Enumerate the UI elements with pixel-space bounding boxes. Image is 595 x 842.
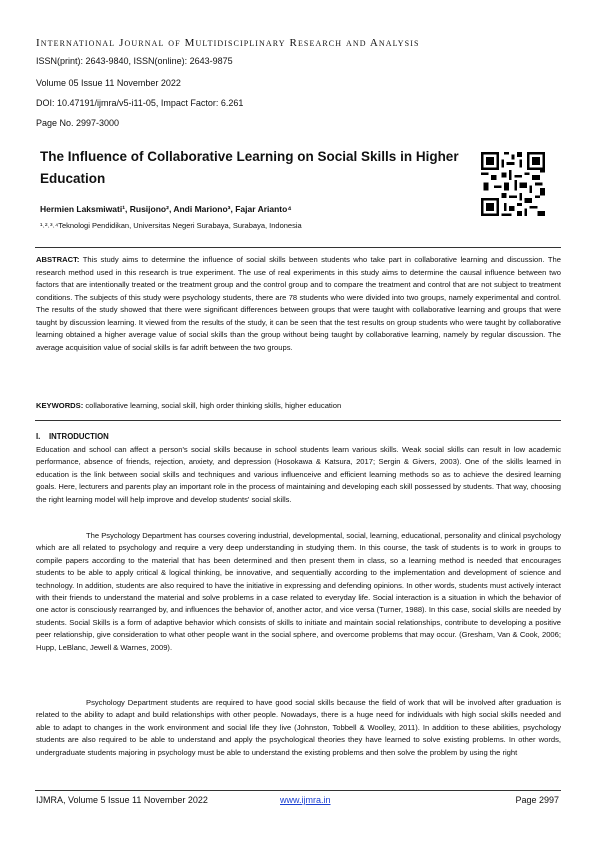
- footer-divider: [35, 790, 561, 791]
- paper-title: The Influence of Collaborative Learning on Social Skills in Higher Education: [40, 149, 459, 186]
- journal-website-link[interactable]: www.ijmra.in: [280, 795, 331, 805]
- abstract-text: This study aims to determine the influence of social skills between students who take part in collaborative learning and discussion. The research method used in this research is true experiment. The use of real experiments in this study aims to determine the causal influence between two factors that are intentionally treated or the treatment group and the control group and to compare the treatment and control that are not subject to treatment conditions. The subjects of this study were psychology students, there are 78 students who were divided into two groups, namely experimental and control. The results of the study showed that there were significant differences between groups that were taught with collaborative learning and groups that were taught by discussion learning. It viewed from the results of the study, it can be seen that the test results on group students who were taught by collaborative learning obtained a higher average value of social skills than the group without being taught by collaborative learning, namely by regular discussion. The average acquisition value of social skills is far adrift between the two groups.: [36, 255, 561, 352]
- issn: ISSN(print): 2643-9840, ISSN(online): 2643-9875: [36, 56, 233, 66]
- affiliation: ¹˒²˒³˒⁴Teknologi Pendidikan, Universitas Negeri Surabaya, Surabaya, Indonesia: [40, 221, 302, 230]
- page-numbers: Page No. 2997-3000: [36, 118, 120, 128]
- abstract: [36, 254, 561, 354]
- divider-bottom: [35, 420, 561, 421]
- section-heading: I. INTRODUCTION: [36, 432, 109, 441]
- doi: DOI: 10.47191/ijmra/v5-i11-05, Impact Factor: 6.261: [36, 98, 244, 108]
- paragraph: Education and school can affect a person's social skills because in school students learn various skills. Weak social skills can result in low academic performance, absence of friends, rejection, anxiety, and depression (Hosokawa & Katsura, 2017; Sergin & Givers, 2003). One of the skills learned in education is the link between social skills and techniques and various influenceive and efficient learning methods so as to achieve the desired learning goals. Here, lecturers and parents play an important role in the process of maintaining and developing each skill possessed by students. That way, choosing the right learning model will help improve and develop students' social skills.: [36, 445, 561, 504]
- volume-issue: Volume 05 Issue 11 November 2022: [36, 78, 181, 88]
- journal-name: International Journal of Multidisciplinary Research and Analysis: [36, 37, 420, 49]
- page-number: Page 2997: [515, 795, 559, 805]
- footer-citation: IJMRA, Volume 5 Issue 11 November 2022: [36, 795, 208, 805]
- divider-top: [35, 247, 561, 248]
- paragraph: Psychology Department students are required to have good social skills because the field of work that will be involved after graduation is related to the ability to adapt and build relationships with other people. Nowadays, there is a huge need for individuals with high social skills needed and able to adapt to changes in the work environment and social life they live (Johnston, Tobbell & Woolley, 2011). In addition to these abilities, psychology students are also required to be able to understand and apply the psychological theories they have learned to solve existing problems. In other words, undergraduate students majoring in psychology must be able to understand the existing problems and then solve the problem by using the right: [36, 698, 561, 757]
- author-list: Hermien Laksmiwati¹, Rusijono², Andi Mariono³, Fajar Arianto⁴: [40, 204, 292, 214]
- qr-code-icon: [481, 152, 545, 216]
- keywords: [36, 401, 341, 410]
- paragraph: The Psychology Department has courses covering industrial, developmental, social, learning, educational, personality and clinical psychology which are all related to psychology and require a very deep understanding in studying them. In this course, the task of students is to work in groups to compile papers according to the material that has been determined and then present them in class, so a learning method is needed that encourages students to be able to apply critical & logical thinking, be innovative, and sequentially according to the implementation and development of science and technology. In addition, students are also required to have the initiative in expressing and defending opinions. In other words, students must actively interact with their friends to understand the material and solve problems in a case related to everyday life. Social interaction is a situation in which the behavior of one actor is consciously rearranged by, and influences the behavior of, another actor, and vice versa (Turner, 1988). In this case, social skills are needed by students. Social Skills is a form of adaptive behavior which consists of skills to initiate and maintain social relationships, contribute to developing a positive peer relationship, give consideration to what other people want in the social sphere, and overcome problems that may occur. (Gresham, Van & Cook, 2006; Hupp, LeBlanc, Jewell & Warnes, 2009).: [36, 531, 561, 652]
- keywords-label: KEYWORDS:: [36, 401, 84, 410]
- abstract-label: ABSTRACT:: [36, 255, 80, 264]
- keywords-text: collaborative learning, social skill, high order thinking skills, higher education: [85, 401, 342, 410]
